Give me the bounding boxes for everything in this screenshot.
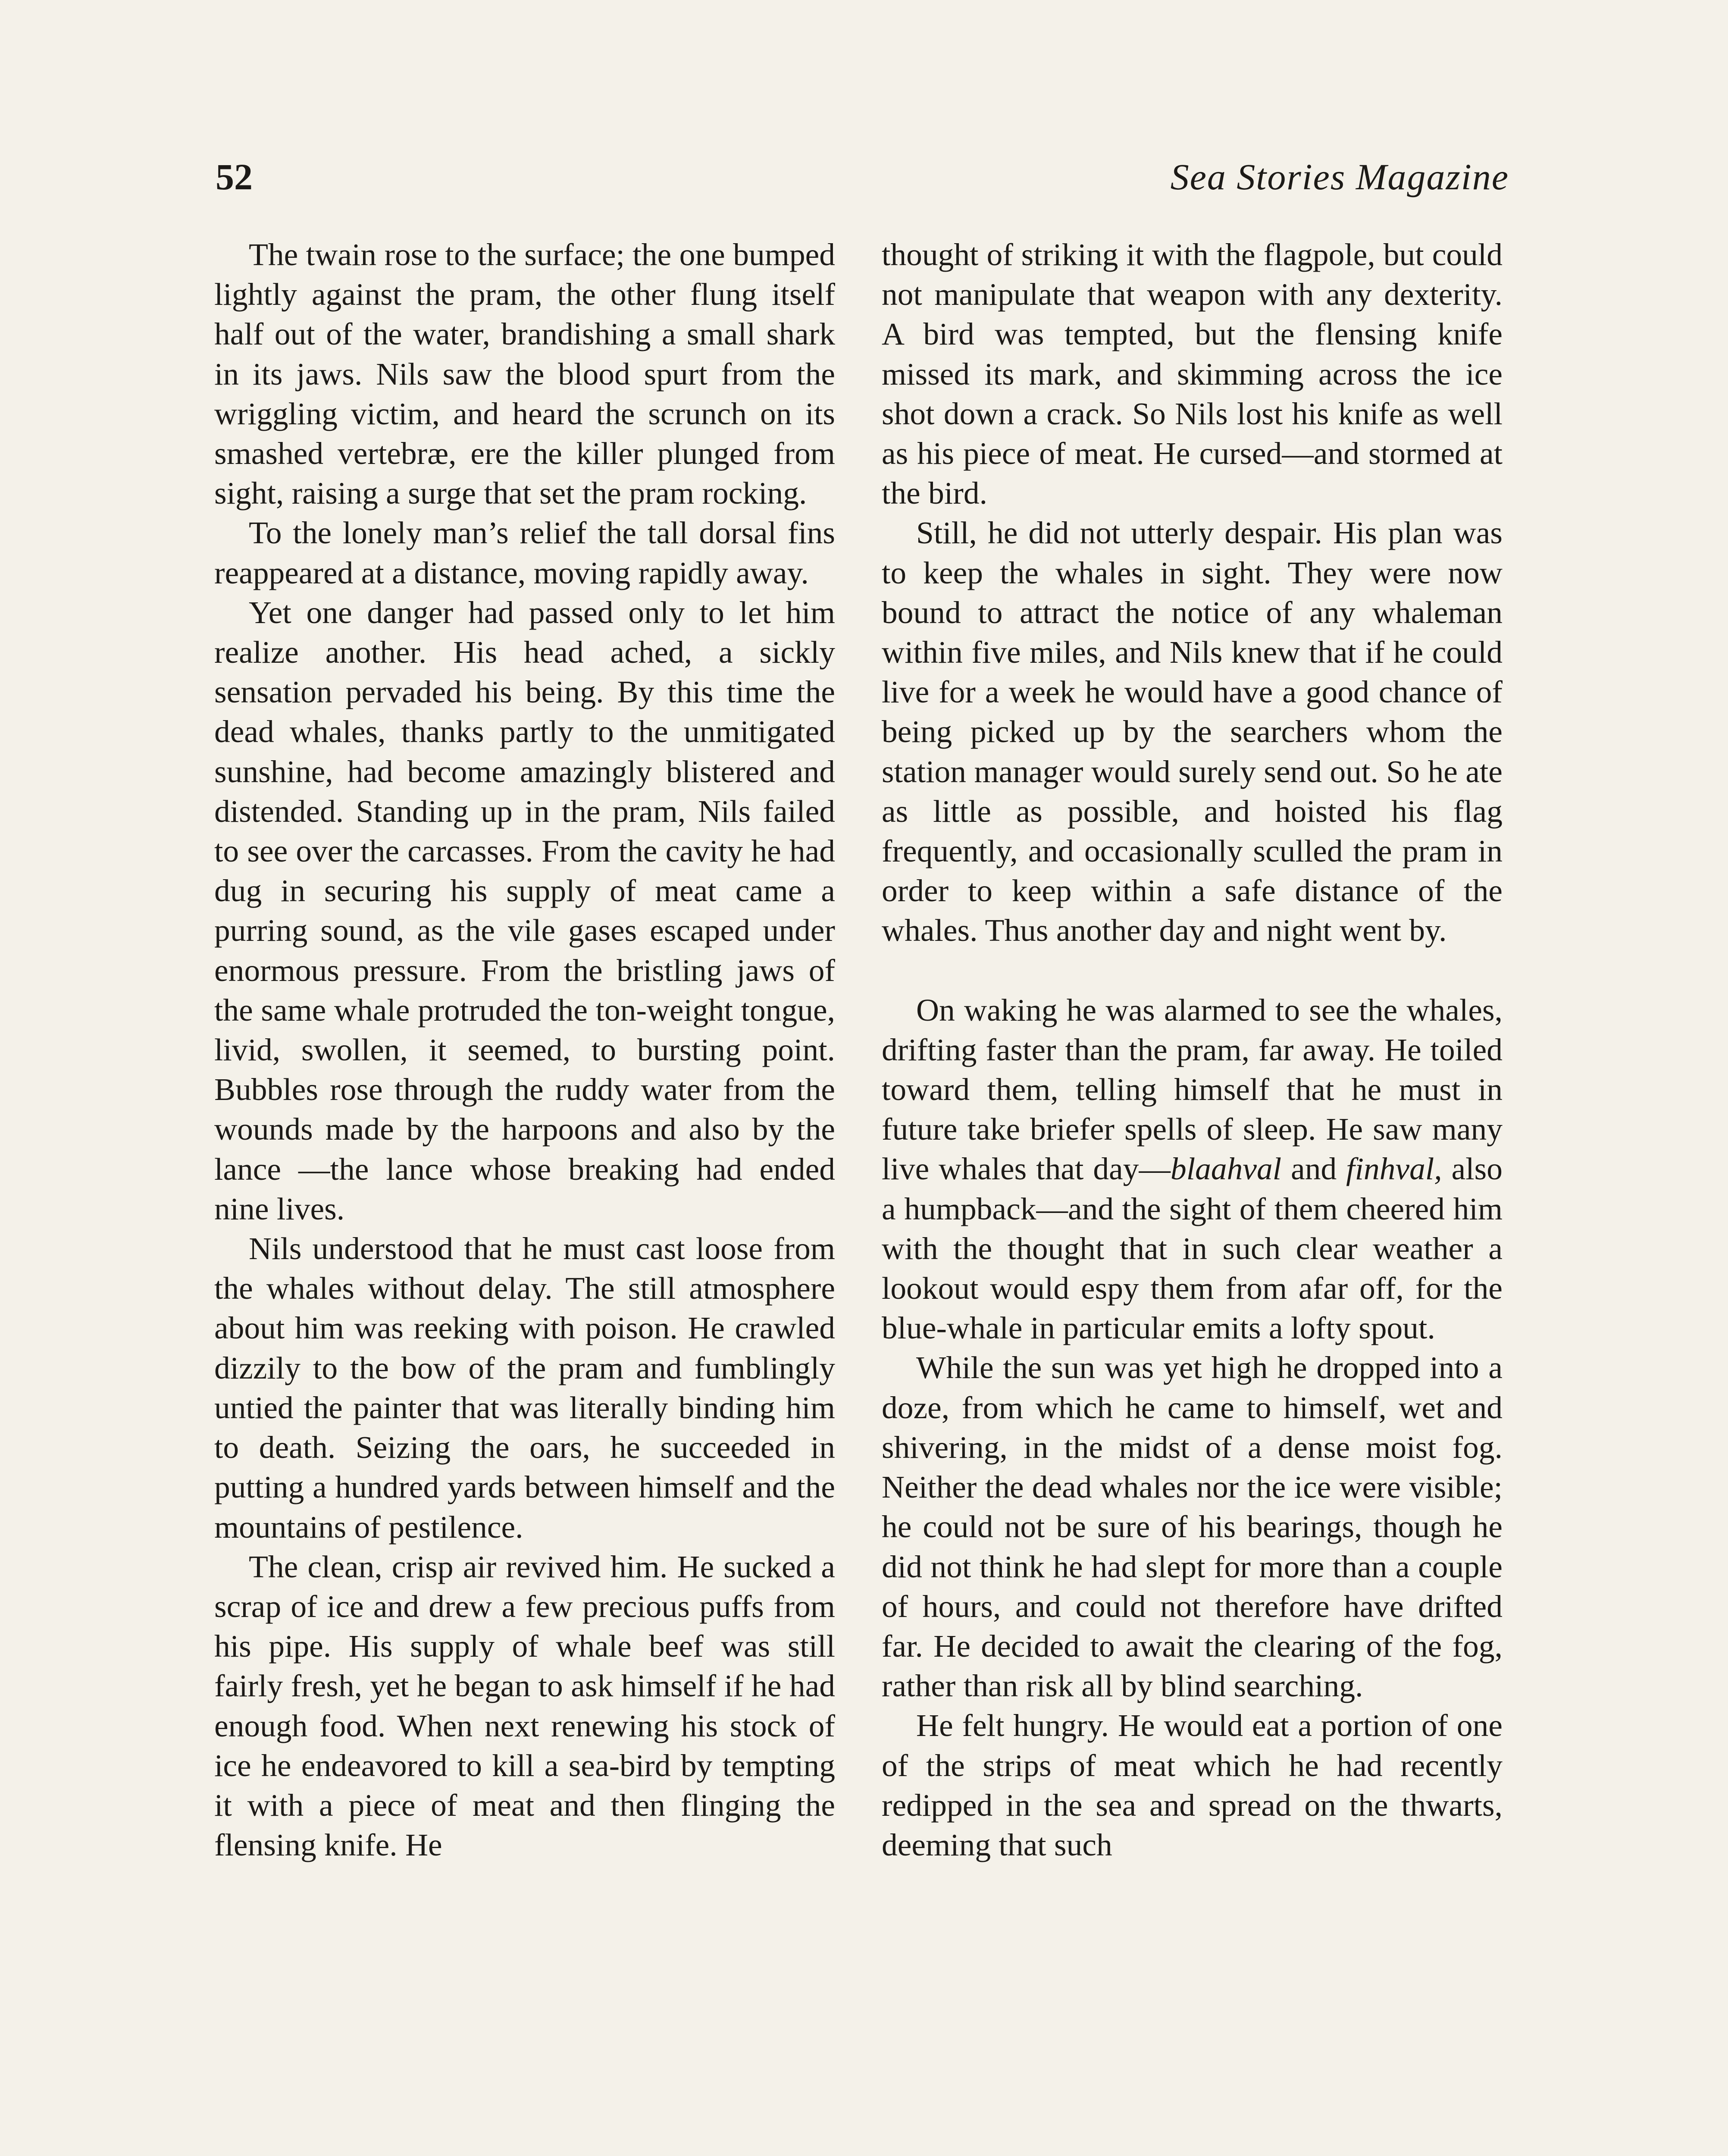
text-run: and — [1281, 1151, 1346, 1187]
paragraph: To the lonely man’s relief the tall dorsal fins reappeared at a distance, moving rapidly away. — [214, 515, 835, 590]
italic-term: finhval, — [1346, 1151, 1442, 1187]
page-number: 52 — [216, 156, 253, 197]
paragraph: While the sun was yet high he dropped into a doze, from which he came to himself, wet and shivering, in the midst of a dense moist fog. Neither the dead whales nor the ice were visible; he could not be sure of his bearings, though he did not think he had slept for more than a couple of hours, and could not therefore have drifted far. He decided to await the clearing of the fog, rather than risk all by blind searching. — [882, 1350, 1503, 1704]
paragraph: The clean, crisp air revived him. He sucked a scrap of ice and drew a few precious puffs from his pipe. His supply of whale beef was still fairly fresh, yet he began to ask himself if he had enough food. When next renewing his stock of ice he endeavored to kill a sea-bird by tempting it with a piece of meat and then flinging the flensing knife. He — [214, 1549, 835, 1863]
right-column — [882, 235, 1503, 1865]
paragraph: Yet one danger had passed only to let him realize another. His head ached, a sickly sensation pervaded his being. By this time the dead whales, thanks partly to the unmitigated sunshine, had become amazingly blistered and distended. Standing up in the pram, Nils failed to see over the carcasses. From the cavity he had dug in securing his supply of meat came a purring sound, as the vile gases escaped under enormous pressure. From the bristling jaws of the same whale protruded the ton-weight tongue, livid, swollen, it seemed, to bursting point. Bubbles rose through the ruddy water from the wounds made by the harpoons and also by the lance —the lance whose breaking had ended nine lives. — [214, 595, 835, 1226]
left-column — [214, 235, 835, 1865]
text-run: On waking he was alarmed to see the whales, drifting faster than the pram, far away. He toiled toward them, telling himself that he must in future take briefer spells of sleep. He saw many live whales that day— — [882, 992, 1503, 1187]
page-header — [216, 155, 1509, 207]
paragraph — [882, 990, 1503, 1348]
section-break — [882, 951, 1503, 990]
paragraph: He felt hungry. He would eat a portion of one of the strips of meat which he had recently redipped in the sea and spread on the thwarts, deeming that such — [882, 1708, 1503, 1862]
running-title: Sea Stories Magazine — [1170, 156, 1509, 197]
paragraph: Nils understood that he must cast loose from the whales without delay. The still atmosphere about him was reeking with poison. He crawled dizzily to the bow of the pram and fumblingly untied the painter that was literally binding him to death. Seizing the oars, he succeeded in putting a hundred yards between himself and the mountains of pestilence. — [214, 1231, 835, 1545]
italic-term: blaahval — [1170, 1151, 1282, 1187]
text-run: also a humpback—and the sight of them cheered him with the thought that in such clear weather a lookout would espy them from afar off, for the blue-whale in particular emits a lofty spout. — [882, 1151, 1503, 1346]
paragraph: Still, he did not utterly despair. His plan was to keep the whales in sight. They were now bound to attract the notice of any whaleman within five miles, and Nils knew that if he could live for a week he would have a good chance of being picked up by the searchers whom the station manager would surely send out. So he ate as little as possible, and hoisted his flag frequently, and occasionally sculled the pram in order to keep within a safe distance of the whales. Thus another day and night went by. — [882, 515, 1503, 948]
paragraph: thought of striking it with the flagpole, but could not manipulate that weapon with any dexterity. A bird was tempted, but the flensing knife missed its mark, and skimming across the ice shot down a crack. So Nils lost his knife as well as his piece of meat. He cursed—and stormed at the bird. — [882, 237, 1503, 511]
paragraph: The twain rose to the surface; the one bumped lightly against the pram, the other flung itself half out of the water, brandishing a small shark in its jaws. Nils saw the blood spurt from the wriggling victim, and heard the scrunch on its smashed vertebræ, ere the killer plunged from sight, raising a surge that set the pram rocking. — [214, 237, 835, 511]
